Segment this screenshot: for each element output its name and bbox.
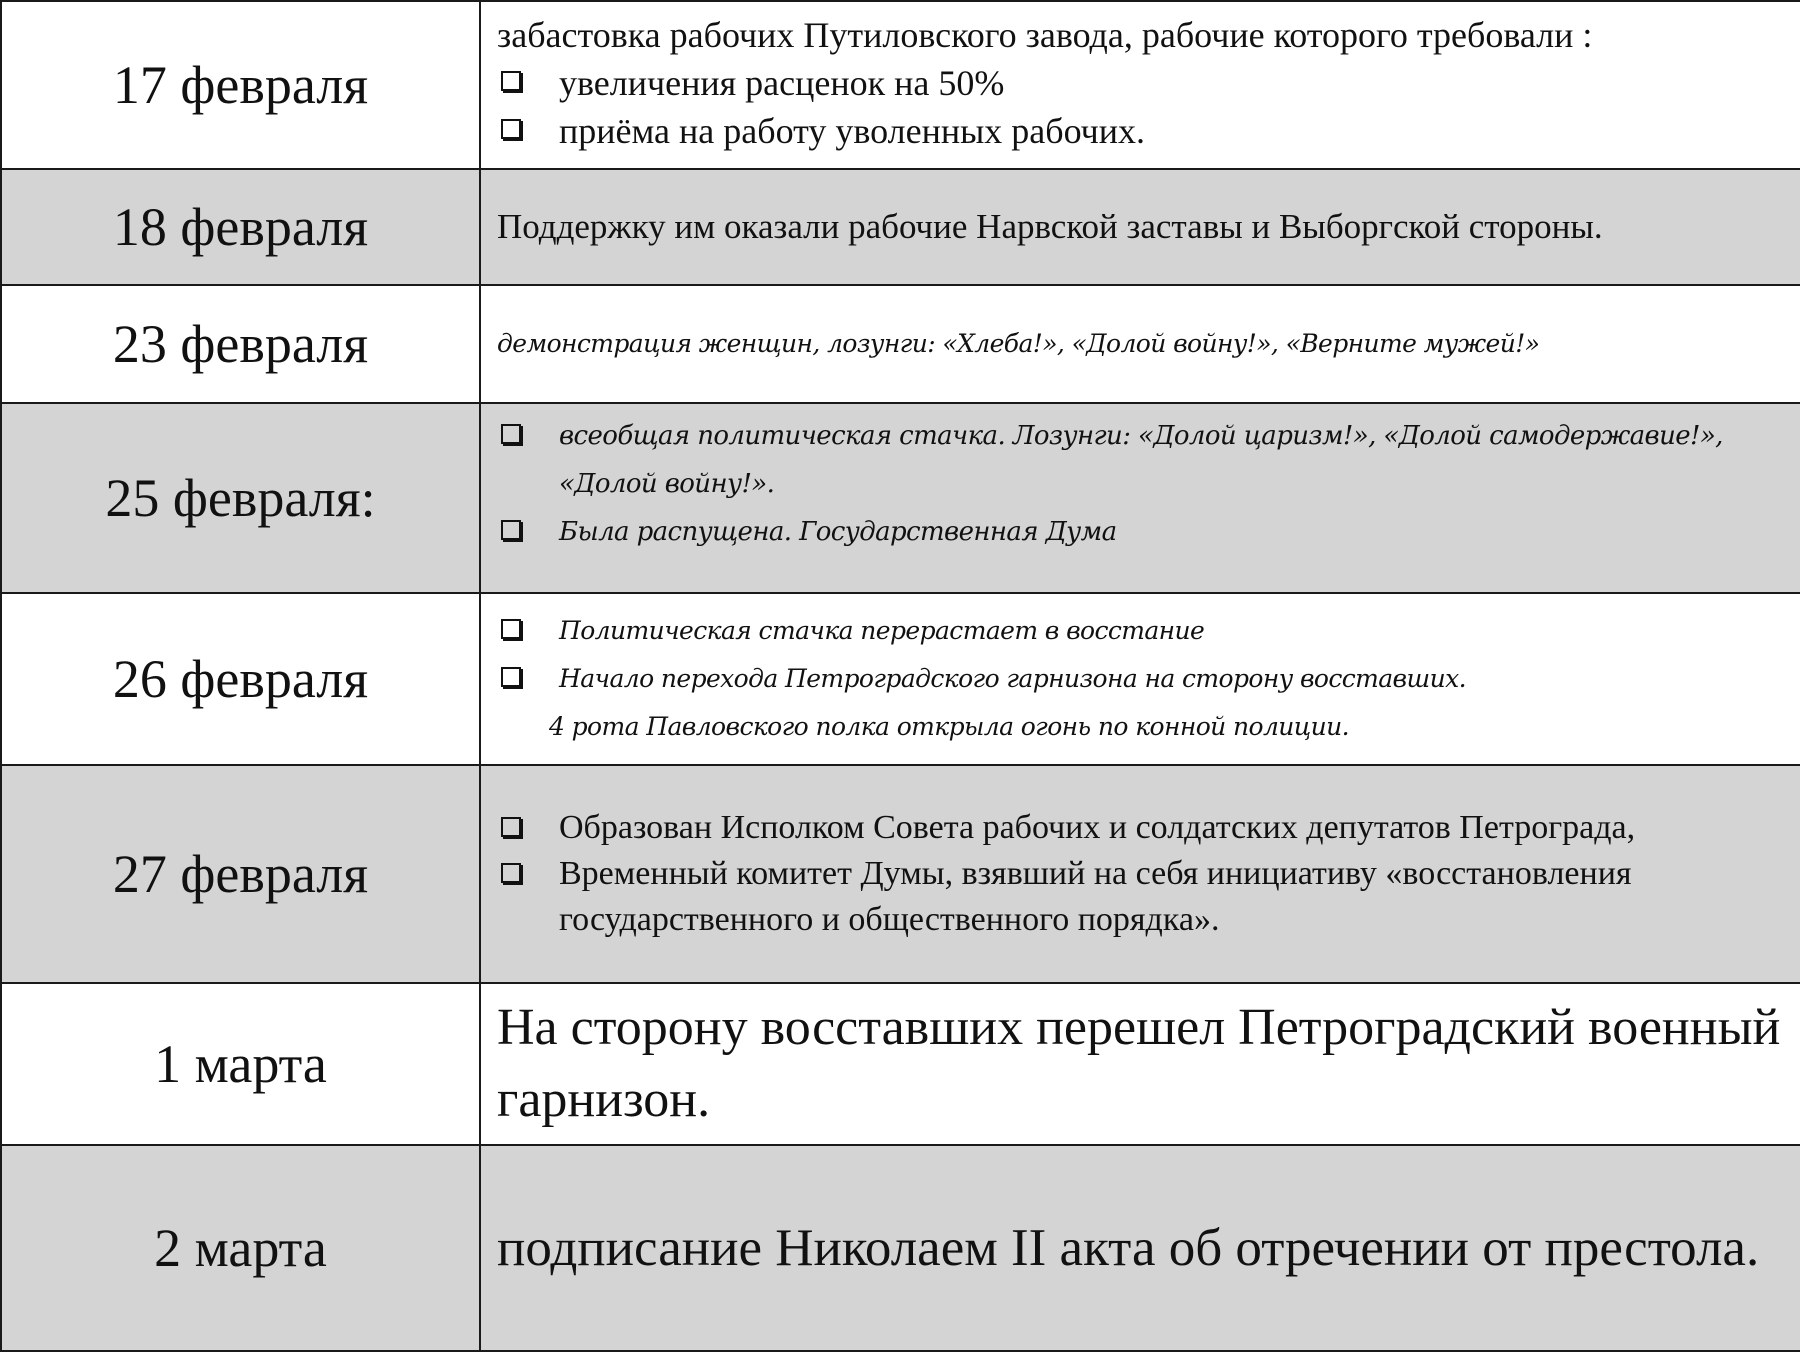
description-cell <box>480 1 1800 169</box>
list-item <box>497 851 1786 943</box>
list-item-text: Начало перехода Петроградского гарнизона на сторону восставших. <box>559 664 1466 693</box>
description-cell <box>480 1145 1800 1351</box>
list-item-text: Была распущена. Государственная Дума <box>559 517 1117 547</box>
list-item-text: приёма на работу уволенных рабочих. <box>559 111 1146 151</box>
list-item <box>497 655 1786 703</box>
list-item-text: всеобщая политическая стачка. Лозунги: «Долой царизм!», «Долой самодержавие!», «Долой войну!». <box>559 421 1723 499</box>
checkbox-square-icon <box>501 667 521 687</box>
date-cell: 23 февраля <box>1 285 480 403</box>
description-cell <box>480 765 1800 983</box>
list-item-text: Образован Исполком Совета рабочих и солдатских депутатов Петрограда, <box>559 809 1636 846</box>
list-item <box>497 805 1786 851</box>
description-intro: забастовка рабочих Путиловского завода, рабочие которого требовали : <box>497 15 1593 55</box>
checkbox-square-icon <box>501 424 521 444</box>
checkbox-square-icon <box>501 619 521 639</box>
list-item <box>497 508 1786 556</box>
description-cell <box>480 983 1800 1145</box>
checkbox-square-icon <box>501 119 521 139</box>
description-note: 4 рота Павловского полка открыла огонь по конной полиции. <box>549 712 1349 741</box>
checkbox-square-icon <box>501 520 521 540</box>
table-row <box>1 1145 1800 1351</box>
table-row <box>1 1 1800 169</box>
list-item <box>497 107 1786 155</box>
description-text: подписание Николаем II акта об отречении от престола. <box>497 1219 1760 1277</box>
list-item-text: увеличения расценок на 50% <box>559 63 1005 103</box>
date-cell: 26 февраля <box>1 593 480 765</box>
date-cell: 17 февраля <box>1 1 480 169</box>
table-row <box>1 593 1800 765</box>
table-row <box>1 983 1800 1145</box>
description-text: демонстрация женщин, лозунги: «Хлеба!», «Долой войну!», «Верните мужей!» <box>497 329 1540 358</box>
description-cell <box>480 285 1800 403</box>
list-item <box>497 607 1786 655</box>
list-item <box>497 412 1786 508</box>
table-row <box>1 169 1800 285</box>
date-cell: 2 марта <box>1 1145 480 1351</box>
description-cell <box>480 403 1800 593</box>
checkbox-square-icon <box>501 863 521 883</box>
table-row <box>1 765 1800 983</box>
description-text: На сторону восставших перешел Петроградский военный гарнизон. <box>497 999 1781 1128</box>
date-cell: 18 февраля <box>1 169 480 285</box>
checkbox-square-icon <box>501 71 521 91</box>
table-row <box>1 403 1800 593</box>
description-cell <box>480 593 1800 765</box>
date-cell: 25 февраля: <box>1 403 480 593</box>
description-cell <box>480 169 1800 285</box>
list-item-text: Временный комитет Думы, взявший на себя инициативу «восстановления государственного и общественного порядка». <box>559 855 1632 938</box>
table-row <box>1 285 1800 403</box>
list-item-text: Политическая стачка перерастает в восстание <box>559 616 1205 645</box>
list-item <box>497 59 1786 107</box>
date-cell: 1 марта <box>1 983 480 1145</box>
checkbox-square-icon <box>501 817 521 837</box>
description-text: Поддержку им оказали рабочие Нарвской заставы и Выборгской стороны. <box>497 207 1603 246</box>
date-cell: 27 февраля <box>1 765 480 983</box>
